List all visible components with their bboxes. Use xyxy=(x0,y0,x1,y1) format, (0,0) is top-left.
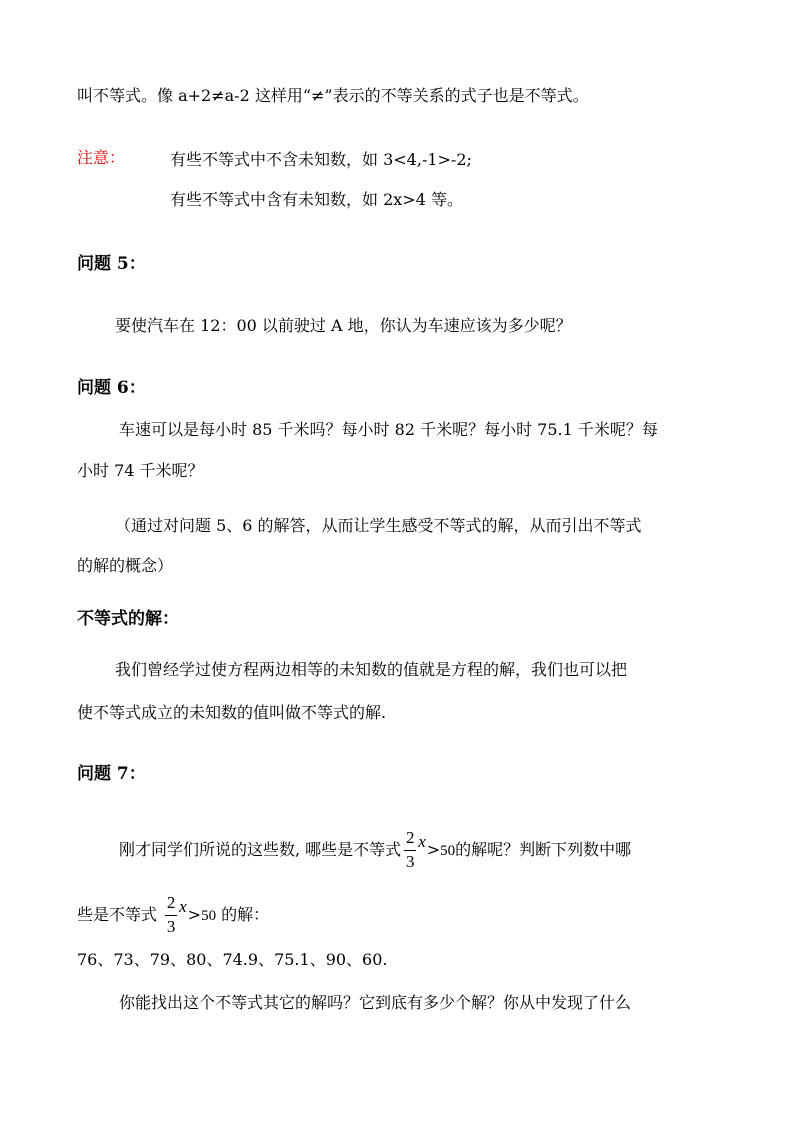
question-7-last-line: 你能找出这个不等式其它的解吗？它到底有多少个解？你从中发现了什么 xyxy=(119,993,632,1012)
note-line-1: 有些不等式中不含未知数，如 3<4,-1>-2; xyxy=(170,150,472,169)
inequality-solution-heading: 不等式的解： xyxy=(77,609,179,629)
question-6-comment-2: 的解的概念） xyxy=(77,556,174,575)
intro-line: 叫不等式。像 a+2≠a-2 这样用“≠”表示的不等关系的式子也是不等式。 xyxy=(77,86,589,105)
candidate-numbers: 76、73、79、80、74.9、75.1、90、60. xyxy=(77,950,388,969)
fraction-two-thirds xyxy=(164,894,178,938)
inequality-solution-text-2: 使不等式成立的未知数的值叫做不等式的解. xyxy=(77,703,387,722)
question-5-heading: 问题 5： xyxy=(77,254,146,274)
note-line-2: 有些不等式中含有未知数，如 2x>4 等。 xyxy=(170,190,463,209)
fraction-bar xyxy=(404,850,416,851)
question-6-heading: 问题 6： xyxy=(77,378,146,398)
fraction-bar xyxy=(165,915,177,916)
fraction-two-thirds xyxy=(403,829,417,873)
question-6-comment-1: （通过对问题 5、6 的解答，从而让学生感受不等式的解，从而引出不等式 xyxy=(115,516,642,535)
greater-than-sign: > xyxy=(426,840,441,859)
fraction-denominator: 3 xyxy=(166,916,176,936)
question-7-post-text-1: 的解呢？判断下列数中哪 xyxy=(455,840,632,859)
fraction-denominator: 3 xyxy=(405,851,415,871)
variable-x: x xyxy=(179,897,187,916)
question-5-text: 要使汽车在 12：00 以前驶过 A 地，你认为车速应该为多少呢？ xyxy=(115,316,572,335)
greater-than-sign: > xyxy=(187,905,202,924)
inequality-solution-text-1: 我们曾经学过使方程两边相等的未知数的值就是方程的解，我们也可以把 xyxy=(115,660,628,679)
fraction-numerator: 2 xyxy=(166,892,176,912)
question-7-post-text-2: 的解： xyxy=(221,905,270,924)
note-label: 注意： xyxy=(77,148,126,167)
question-7-line-1 xyxy=(119,820,631,873)
question-7-line-2 xyxy=(77,885,269,938)
question-6-text-1: 车速可以是每小时 85 千米吗？每小时 82 千米呢？每小时 75.1 千米呢？每 xyxy=(119,420,658,439)
question-7-pre-text-2: 些是不等式 xyxy=(77,905,158,924)
question-7-pre-text-1: 刚才同学们所说的这些数, 哪些是不等式 xyxy=(119,840,402,859)
inequality-rhs: 50 xyxy=(440,843,456,859)
inequality-rhs: 50 xyxy=(201,908,217,924)
question-6-text-2: 小时 74 千米呢？ xyxy=(77,461,204,480)
fraction-numerator: 2 xyxy=(405,827,415,847)
question-7-heading: 问题 7： xyxy=(77,764,146,784)
variable-x: x xyxy=(418,832,426,851)
